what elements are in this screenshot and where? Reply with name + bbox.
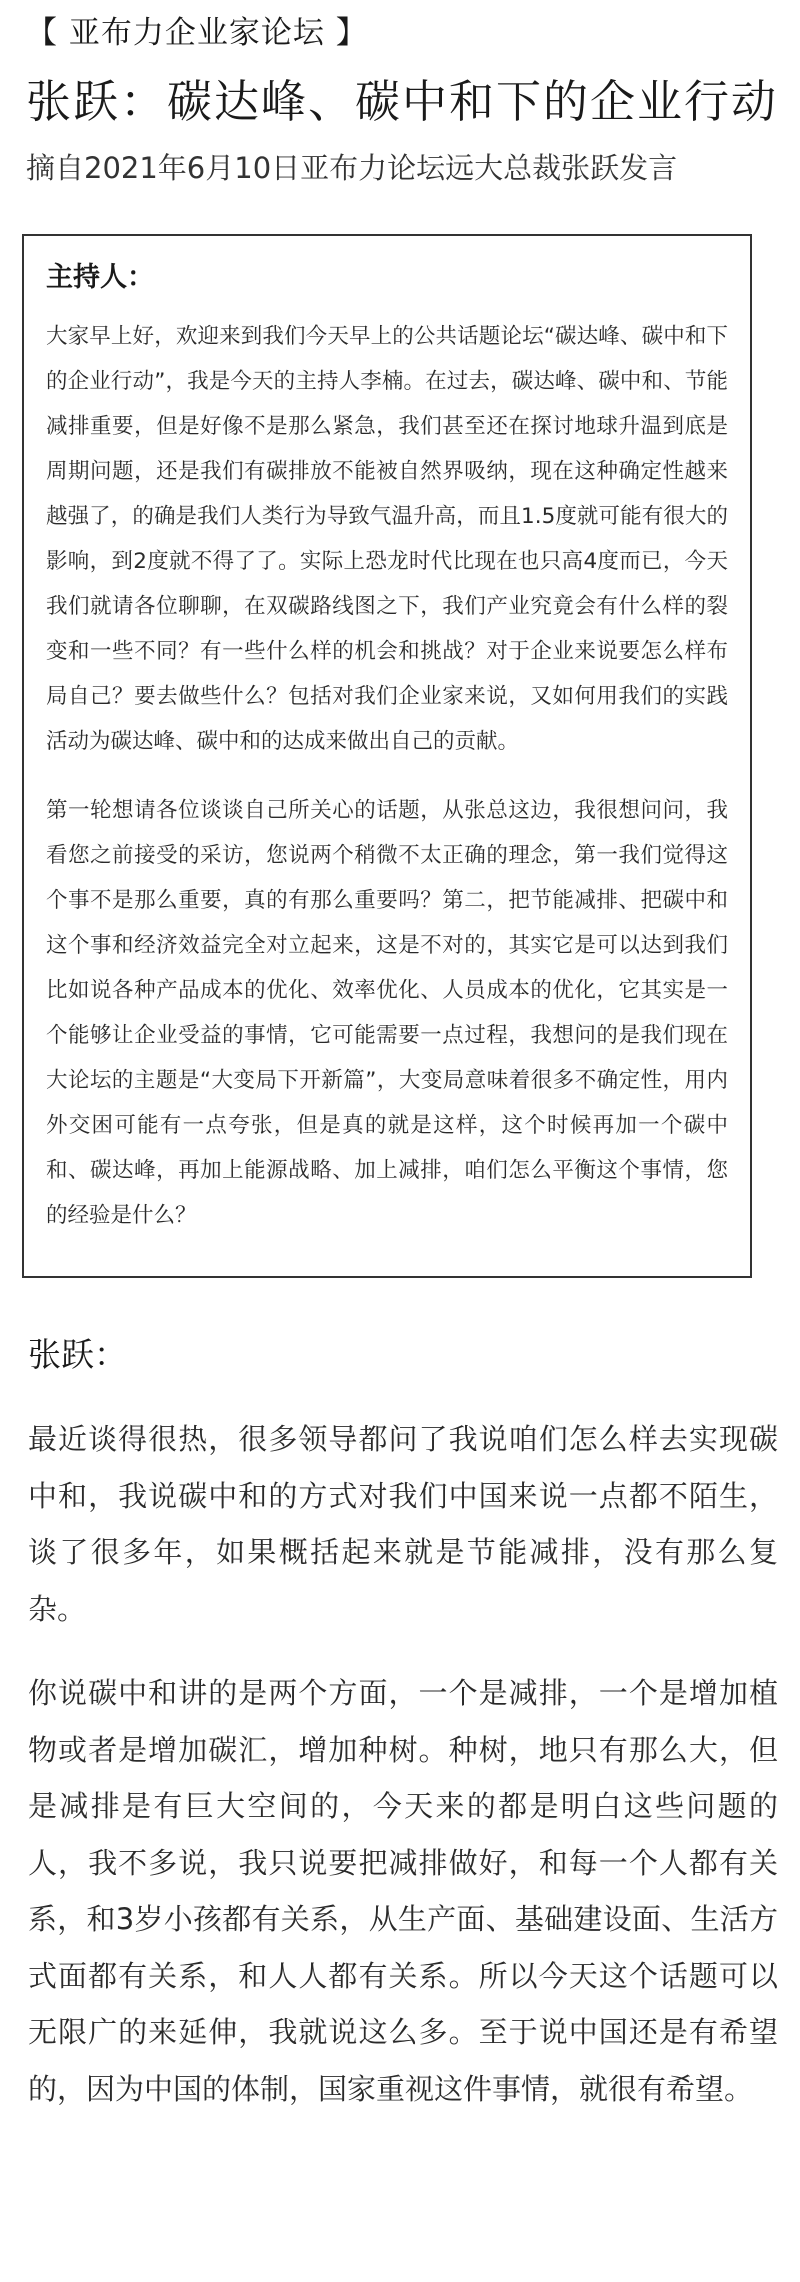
speaker-paragraph: 你说碳中和讲的是两个方面，一个是减排，一个是增加植物或者是增加碳汇，增加种树。种树，地只有那么大，但是减排是有巨大空间的，今天来的都是明白这些问题的人，我不多说，我只说要把减排做好，和每一个人都有关系，和3岁小孩都有关系，从生产面、基础建设面、生活方式面都有关系，和人人都有关系。所以今天这个话题可以无限广的来延伸，我就说这么多。至于说中国还是有希望的，因为中国的体制，国家重视这件事情，就很有希望。 (28, 1676, 778, 2106)
speaker-paragraph: 最近谈得很热，很多领导都问了我说咱们怎么样去实现碳中和，我说碳中和的方式对我们中国来说一点都不陌生，谈了很多年，如果概括起来就是节能减排，没有那么复杂。 (28, 1422, 778, 1626)
speaker-label: 张跃： (28, 1335, 127, 1374)
host-remarks-box (22, 234, 752, 1278)
host-label: 主持人： (46, 262, 154, 293)
forum-tag: 【 亚布力企业家论坛 】 (26, 15, 368, 51)
article-source: 摘自2021年6月10日亚布力论坛远大总裁张跃发言 (26, 151, 678, 185)
article-title: 张跃：碳达峰、碳中和下的企业行动 (26, 75, 779, 128)
host-paragraph: 第一轮想请各位谈谈自己所关心的话题，从张总这边，我很想问问，我看您之前接受的采访，您说两个稍微不太正确的理念，第一我们觉得这个事不是那么重要，真的有那么重要吗？第二，把节能减排、把碳中和这个事和经济效益完全对立起来，这是不对的，其实它是可以达到我们比如说各种产品成本的优化、效率优化、人员成本的优化，它其实是一个能够让企业受益的事情，它可能需要一点过程，我想问的是我们现在大论坛的主题是“大变局下开新篇”，大变局意味着很多不确定性，用内外交困可能有一点夸张，但是真的就是这样，这个时候再加一个碳中和、碳达峰，再加上能源战略、加上减排，咱们怎么平衡这个事情，您的经验是什么？ (46, 798, 728, 1228)
host-paragraph: 大家早上好，欢迎来到我们今天早上的公共话题论坛“碳达峰、碳中和下的企业行动”，我是今天的主持人李楠。在过去，碳达峰、碳中和、节能减排重要，但是好像不是那么紧急，我们甚至还在探讨地球升温到底是周期问题，还是我们有碳排放不能被自然界吸纳，现在这种确定性越来越强了，的确是我们人类行为导致气温升高，而且1.5度就可能有很大的影响，到2度就不得了了。实际上恐龙时代比现在也只高4度而已，今天我们就请各位聊聊，在双碳路线图之下，我们产业究竟会有什么样的裂变和一些不同？有一些什么样的机会和挑战？对于企业来说要怎么样布局自己？要去做些什么？包括对我们企业家来说，又如何用我们的实践活动为碳达峰、碳中和的达成来做出自己的贡献。 (46, 324, 728, 754)
speaker-remarks (28, 1325, 778, 2145)
article-header (26, 8, 786, 190)
